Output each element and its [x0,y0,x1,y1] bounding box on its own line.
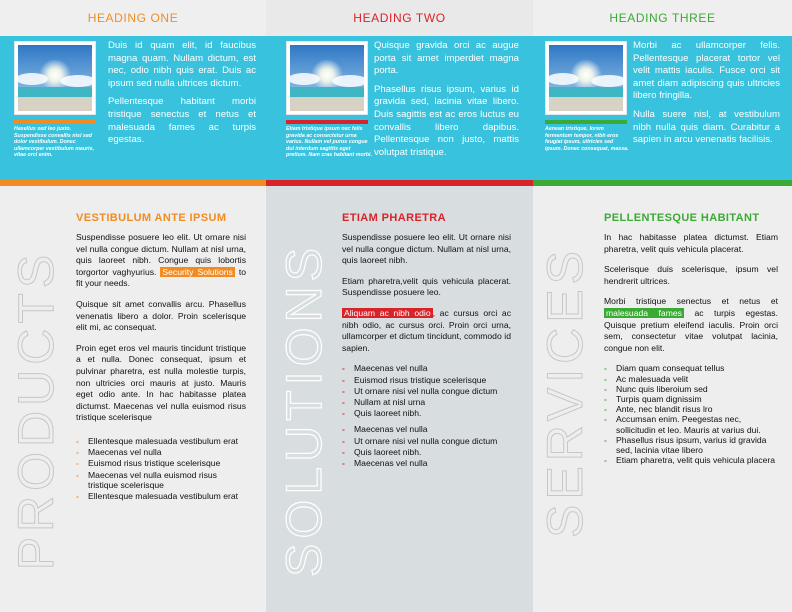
list-item-text: Maecenas vel nulla [354,457,428,468]
list-item [604,414,778,434]
dash-bullet: - [604,434,607,445]
dash-bullet: - [342,385,345,396]
color-rule [533,180,792,186]
list-item-text: Phasellus risus ipsum, varius id gravida sed, lacinia vitae libero [616,434,767,455]
list-item [342,375,511,385]
list-item-text: Maecenas vel nulla [88,447,162,458]
body-paragraph: In hac habitasse platea dictumst. Etiam pharetra, velit quis vehicula placerat. [604,232,778,254]
list-item [342,436,511,446]
body-paragraph [604,296,778,354]
panel-body [76,210,246,502]
panel-body [342,210,511,469]
photo-accent-bar [545,120,627,124]
list-item [342,386,511,396]
text-run: to fit your needs. [76,266,246,289]
body-paragraph: Etiam pharetra,velit quis vehicula placerat. Suspendisse posuere leo. [342,275,511,298]
dash-bullet: - [342,408,345,419]
body-paragraph [342,308,511,354]
watermark-services: SERVICES [537,246,593,538]
panel-body [604,210,778,465]
band-paragraph: Pellentesque habitant morbi tristique senectus et netus et malesuada fames ac turpis egestas. [108,96,256,146]
list-item-text: Euismod risus tristique scelerisque [88,458,221,469]
body-paragraph: Suspendisse posuere leo elit. Ut ornare nisi vel nulla congue dictum. Nullam at nisl urna, quis laoreet nibh. [342,232,511,266]
dash-bullet: - [604,414,607,425]
dash-bullet: - [342,424,345,435]
list-item-text: Ellentesque malesuada vestibulum erat [88,490,239,501]
list-item [342,447,511,457]
list-item [76,491,246,501]
list-item [604,374,778,384]
list-item [604,455,778,465]
photo-caption: Etiam tristique ipsum nec felis gravida ac consectetur urna varius. Nullam vel purus congue dui interdum sagittis eget pretium. Nam cras habitant morbi. [286,126,372,159]
list-item-text: Maecenas vel nulla euismod risus tristique scelerisque [88,469,217,490]
list-item-text: Turpis quam dignissim [616,393,702,404]
band-paragraph: Nulla suere nisl, at vestibulum nibh nulla quis diam. Curabitur a sapien in arcu venenatis facilisis. [633,108,780,146]
dash-bullet: - [604,363,607,374]
list-item-text: Etiam pharetra, velit quis vehicula placera [616,455,776,466]
list-item [342,424,511,434]
list-item [342,458,511,468]
dash-bullet: - [604,373,607,384]
dash-bullet: - [604,404,607,415]
list-item [604,384,778,394]
list-item-text: Quis laoreet nibh. [354,408,422,419]
list-item-text: Ante, nec blandit risus lro [616,404,713,415]
color-rule [0,180,266,186]
dash-bullet: - [342,457,345,468]
dash-bullet: - [76,490,79,501]
photo-caption: Hasellus sed leo justo. Suspendisse convallis nisl sed dolor vestibulum. Donec ullamcorper vestibulum mauris, vitae orci enim. [14,126,95,159]
beach-photo [545,41,627,115]
dash-bullet: - [342,374,345,385]
text-run: Morbi tristique senectus et netus et [604,296,778,307]
list-item [76,436,246,446]
beach-sky-image [549,45,623,111]
panel-solutions [266,0,533,612]
feature-band [266,36,533,180]
section-title: PELLENTESQUE HABITANT [604,212,760,224]
body-paragraph [76,232,246,290]
panel-heading: HEADING ONE [0,0,266,36]
list-item [604,404,778,414]
beach-sky-image [18,45,92,111]
text-run: Suspendisse posuere leo elit. Ut ornare nisi vel nulla congue dictum. Nullam at nisl urna, quis laoreet nibh. Congue quis lobortis torgortor vaghyurius. [76,232,246,277]
dash-bullet: - [604,455,607,466]
list-item [604,435,778,455]
list-item-text: Accumsan enim. Peegestas nec, sollicitudin et leo. Mauris at varius dui. [616,414,761,435]
list-item [604,363,778,373]
dash-bullet: - [604,383,607,394]
bullet-list [342,424,511,468]
highlight-security-solutions: Security Solutions [162,266,233,277]
band-text [633,40,780,153]
band-text [374,40,519,165]
highlight-malesuada-fames: malesuada fames [606,307,682,318]
bullet-list [604,363,778,465]
photo-accent-bar [286,120,368,124]
feature-band [0,36,266,180]
section-title: ETIAM PHARETRA [342,212,446,224]
list-item-text: Ellentesque malesuada vestibulum erat [88,435,239,446]
band-paragraph: Phasellus risus ipsum, varius id gravida sed, lacinia vitae libero. Duis sagittis est ac eros luctus eu convallis libero dapibus. Pellentesque non justo, mattis volutpat tristique. [374,83,519,158]
list-item [342,397,511,407]
dash-bullet: - [76,447,79,458]
panel-heading: HEADING THREE [533,0,792,36]
band-paragraph: Quisque gravida orci ac augue porta sit amet imperdiet magna porta. [374,40,519,77]
beach-photo [286,41,368,115]
list-item [76,470,246,490]
dash-bullet: - [342,396,345,407]
feature-band [533,36,792,180]
panel-heading: HEADING TWO [266,0,533,36]
dash-bullet: - [76,435,79,446]
beach-sky-image [290,45,364,111]
list-item-text: Ut ornare nisi vel nulla congue dictum [354,435,498,446]
dash-bullet: - [76,469,79,480]
list-item [76,458,246,468]
watermark-products: PRODUCTS [8,249,64,571]
list-item-text: Maecenas vel nulla [354,424,428,435]
dash-bullet: - [342,363,345,374]
dash-bullet: - [604,393,607,404]
dash-bullet: - [76,458,79,469]
section-title: VESTIBULUM ANTE IPSUM [76,212,227,224]
photo-caption: Aenean tristique, lorem fermentum tempor, nibh eros feugiat ipsum, ultricies sed ipsum. Donec consequat, massa. [545,126,629,152]
band-paragraph: Duis id quam elit, id faucibus magna quam. Nullam dictum, est nec, odio nibh quis erat. Duis ac ipsum sed nulla ultrices dictum. [108,40,256,89]
band-paragraph: Morbi ac ullamcorper felis. Pellentesque placerat tortor vel velit mattis iaculis. Fusce orci sit amet diam adipiscing quis ultricies libero fringilla. [633,40,780,102]
body-paragraph: Scelerisque duis scelerisque, ipsum vel hendrerit ultrices. [604,264,778,286]
text-run: ac turpis egestas. Quisque pretium eleifend iaculis. Proin orci sem, consectetur vitae volutpat lacinia, congue non elit. [604,307,778,353]
list-item-text: Ut ornare nisi vel nulla congue dictum [354,385,498,396]
dash-bullet: - [342,446,345,457]
list-item-text: Ac malesuada velit [616,373,689,384]
band-text [108,40,256,153]
bullet-list [342,363,511,418]
color-rule [266,180,533,186]
beach-photo [14,41,96,115]
panel-products [0,0,266,612]
list-item [342,363,511,373]
highlight-aliquam: Aliquam ac nibh odio [344,307,431,318]
bullet-list [76,436,246,501]
body-paragraph: Quisque sit amet convallis arcu. Phasellus venenatis libero a dolor. Proin scelerisque elit mi, ac consequat. [76,298,246,333]
photo-accent-bar [14,120,96,124]
list-item-text: Nunc quis liberoium sed [616,383,708,394]
list-item-text: Quis laoreet nibh. [354,446,422,457]
dash-bullet: - [342,435,345,446]
list-item-text: Diam quam consequat tellus [616,363,725,374]
list-item [76,447,246,457]
list-item-text: Maecenas vel nulla [354,363,428,374]
list-item-text: Euismod risus tristique scelerisque [354,374,487,385]
list-item [342,408,511,418]
list-item-text: Nullam at nisl urna [354,396,426,407]
text-run: , ac cursus orci ac nibh odio, ac cursus orci. Proin orci urna, ullamcorper et dictum tincidunt, commodo id sapien. [342,307,511,353]
panel-services [533,0,792,612]
list-item [604,394,778,404]
watermark-solutions: SOLUTIONS [276,243,332,577]
body-paragraph: Proin eget eros vel mauris tincidunt tristique a et nulla. Donec consequat, ipsum et pulvinar pharetra, est nulla molestie turpis, non ultricies orci mauris at justo. Mauris eget odio ante. In hac habitasse platea dictumst. Maecenas vel nulla euismod risus tristique scelerisque [76,342,246,423]
